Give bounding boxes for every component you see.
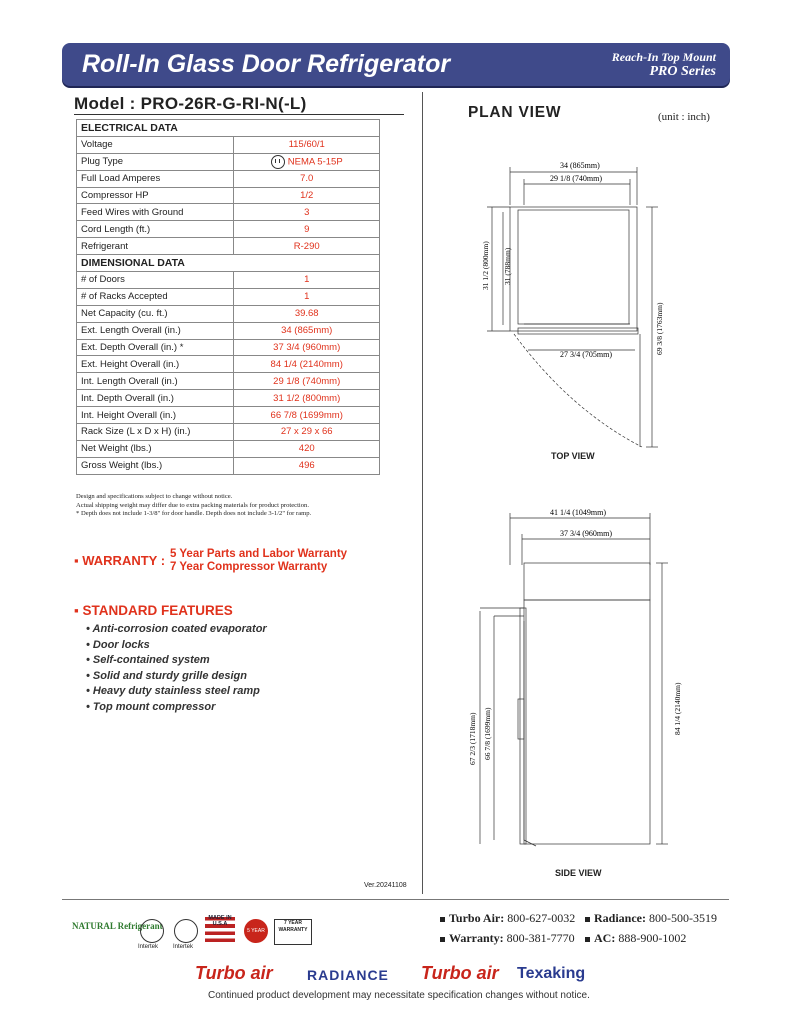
unit-label: (unit : inch) (658, 111, 710, 123)
spec-section-header (77, 120, 380, 137)
feature-item: • Solid and sturdy grille design (86, 669, 267, 685)
spec-label: Compressor HP (77, 187, 234, 204)
footer-disclaimer: Continued product development may necessitate specification changes without notice. (208, 990, 590, 1001)
spec-value: 9 (234, 221, 380, 238)
footer-divider (62, 899, 729, 900)
warranty-line: 5 Year Parts and Labor Warranty (170, 548, 348, 560)
spec-row (77, 272, 380, 289)
spec-value (234, 153, 380, 170)
spec-row (77, 170, 380, 187)
spec-label: Ext. Height Overall (in.) (77, 356, 234, 373)
dim-top-width: 41 1/4 (1049mm) (550, 508, 606, 517)
etl-logo-icon (140, 919, 164, 943)
spec-value: 1 (234, 272, 380, 289)
natural-refrigerant-badge: NATURAL Refrigerant (72, 921, 163, 931)
spec-label: Refrigerant (77, 238, 234, 255)
spec-label: Ext. Depth Overall (in.) * (77, 339, 234, 356)
spec-label: Feed Wires with Ground (77, 204, 234, 221)
features-list (86, 622, 267, 715)
spec-label: Gross Weight (lbs.) (77, 457, 234, 474)
dim-door-swing: 27 3/4 (705mm) (560, 350, 612, 359)
texaking-logo: Texaking (517, 965, 586, 982)
radiance-logo: RADIANCE (307, 967, 389, 983)
spec-value: 420 (234, 440, 380, 457)
feature-item: • Heavy duty stainless steel ramp (86, 684, 267, 700)
spec-value: 39.68 (234, 305, 380, 322)
divider (74, 114, 404, 115)
warranty-label: ▪ WARRANTY : (74, 553, 166, 568)
contact-list (440, 908, 725, 948)
spec-row (77, 440, 380, 457)
spec-row (77, 305, 380, 322)
spec-label: Rack Size (L x D x H) (in.) (77, 424, 234, 441)
spec-value: 7.0 (234, 170, 380, 187)
feature-item: • Top mount compressor (86, 700, 267, 716)
dim-height-door: 67 2/3 (1718mm) (468, 712, 477, 765)
spec-value: 115/60/1 (234, 136, 380, 153)
spec-row (77, 288, 380, 305)
spec-row (77, 424, 380, 441)
spec-value: 27 x 29 x 66 (234, 424, 380, 441)
spec-label: Net Weight (lbs.) (77, 440, 234, 457)
spec-section-header (77, 255, 380, 272)
dim-width-outer: 34 (865mm) (560, 161, 600, 170)
certification-badges (72, 917, 432, 951)
side-view-label: SIDE VIEW (555, 868, 602, 878)
contact-radiance: Radiance: 800-500-3519 (585, 908, 725, 928)
dim-width-inner: 29 1/8 (740mm) (550, 174, 602, 183)
turbo-air-logo-2: Turbo air (421, 963, 499, 983)
spec-value: 1/2 (234, 187, 380, 204)
spec-row (77, 390, 380, 407)
spec-label: Voltage (77, 136, 234, 153)
intertek-label: Intertek (138, 944, 159, 950)
spec-label: Int. Depth Overall (in.) (77, 390, 234, 407)
spec-label: Net Capacity (cu. ft.) (77, 305, 234, 322)
spec-value-text: NEMA 5-15P (287, 156, 343, 168)
spec-label: Int. Height Overall (in.) (77, 407, 234, 424)
spec-row (77, 221, 380, 238)
dim-depth-inner: 31 (788mm) (503, 247, 512, 285)
spec-label: Plug Type (77, 153, 234, 170)
dim-height-inner: 66 7/8 (1699mm) (483, 707, 492, 760)
spec-value: 66 7/8 (1699mm) (234, 407, 380, 424)
turbo-air-logo: Turbo air (195, 963, 273, 983)
column-divider (422, 92, 423, 894)
spec-row (77, 373, 380, 390)
spec-row (77, 187, 380, 204)
spec-value: 3 (234, 204, 380, 221)
spec-row (77, 407, 380, 424)
feature-item: • Self-contained system (86, 653, 267, 669)
note-line: * Depth does not include 1-3/8" for door handle. Depth does not include 3-1/2" for ramp. (76, 510, 312, 517)
spec-section-title: ELECTRICAL DATA (77, 120, 380, 137)
dim-total-depth: 69 3/8 (1763mm) (655, 302, 664, 355)
spec-row (77, 136, 380, 153)
plug-icon (271, 155, 285, 169)
spec-value: 34 (865mm) (234, 322, 380, 339)
side-view-drawing (440, 505, 720, 855)
spec-row (77, 204, 380, 221)
spec-table (76, 119, 380, 475)
spec-label: # of Racks Accepted (77, 288, 234, 305)
5-year-badge: 5 YEAR (244, 919, 268, 943)
contact-turbo-air: Turbo Air: 800-627-0032 (440, 908, 585, 928)
contact-ac: AC: 888-900-1002 (585, 928, 725, 948)
note-line: Design and specifications subject to change without notice. (76, 493, 233, 500)
spec-label: Ext. Length Overall (in.) (77, 322, 234, 339)
spec-label: Cord Length (ft.) (77, 221, 234, 238)
spec-value: 496 (234, 457, 380, 474)
brand-logos (195, 963, 615, 987)
etl-sanitation-logo-icon (174, 919, 198, 943)
spec-value: 29 1/8 (740mm) (234, 373, 380, 390)
plan-view-title: PLAN VIEW (468, 104, 562, 121)
spec-value: 1 (234, 288, 380, 305)
warranty-details (170, 548, 347, 574)
spec-value: 31 1/2 (800mm) (234, 390, 380, 407)
contact-warranty: Warranty: 800-381-7770 (440, 928, 585, 948)
note-line: Actual shipping weight may differ due to extra packing materials for product protection. (76, 501, 309, 509)
spec-row (77, 339, 380, 356)
spec-value: R-290 (234, 238, 380, 255)
spec-row (77, 238, 380, 255)
spec-section-title: DIMENSIONAL DATA (77, 255, 380, 272)
intertek-label: Intertek (173, 944, 194, 950)
spec-notes (76, 493, 406, 519)
page-title: Roll-In Glass Door Refrigerator (82, 50, 451, 78)
model-number: Model : PRO-26R-G-RI-N(-L) (74, 94, 307, 113)
top-view-drawing (430, 150, 730, 450)
spec-row (77, 356, 380, 373)
spec-row (77, 322, 380, 339)
spec-label: # of Doors (77, 272, 234, 289)
warranty-line: 7 Year Compressor Warranty (170, 561, 328, 573)
7-year-warranty-badge: 7 YEAR WARRANTY (274, 919, 312, 945)
spec-value: 84 1/4 (2140mm) (234, 356, 380, 373)
feature-item: • Anti-corrosion coated evaporator (86, 622, 267, 638)
version-label: Ver.20241108 (364, 882, 407, 889)
series-name: PRO Series (649, 64, 716, 79)
dim-width-2: 37 3/4 (960mm) (560, 529, 612, 538)
spec-value: 37 3/4 (960mm) (234, 339, 380, 356)
dim-height-total: 84 1/4 (2140mm) (673, 682, 682, 735)
series-subtitle: Reach-In Top Mount (611, 50, 716, 64)
feature-item: • Door locks (86, 638, 267, 654)
features-title: ▪ STANDARD FEATURES (74, 603, 233, 618)
dim-depth-outer: 31 1/2 (800mm) (481, 241, 490, 290)
top-view-label: TOP VIEW (551, 451, 595, 461)
spec-label: Int. Length Overall (in.) (77, 373, 234, 390)
made-in-usa-label: MADE IN U.S.A (208, 915, 232, 927)
spec-label: Full Load Amperes (77, 170, 234, 187)
spec-row (77, 153, 380, 170)
spec-row (77, 457, 380, 474)
